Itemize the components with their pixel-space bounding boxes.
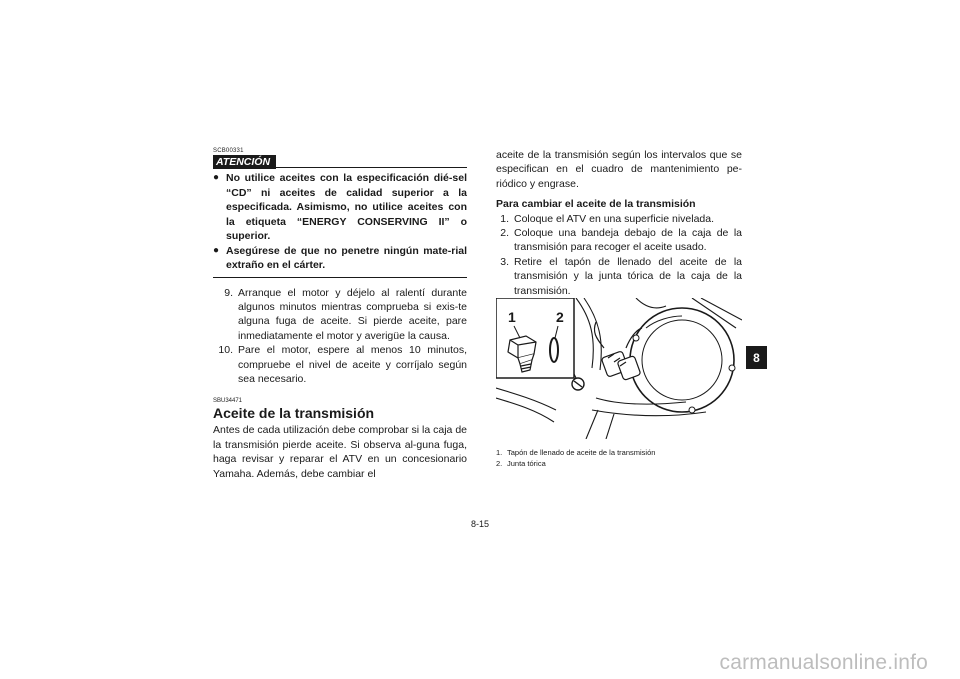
procedure-step — [496, 212, 742, 226]
caption-item — [496, 458, 742, 469]
step-text: Coloque una bandeja debajo de la caja de la transmisión para recoger el aceite usado. — [514, 227, 742, 254]
caution-bullet-text: No utilice aceites con la especificación dié-sel “CD” ni aceites de calidad superior a la especificada. Asimismo, no utilice aceites con la etiqueta “ENERGY CONSERVING II” o superior. — [226, 172, 467, 242]
chapter-tab: 8 — [746, 346, 767, 369]
caption-item — [496, 447, 742, 458]
step-text: Pare el motor, espere al menos 10 minutos, compruebe el nivel de aceite y corríjalo según sea necesario. — [238, 344, 467, 385]
page-number: 8-15 — [470, 519, 489, 529]
step-item — [213, 286, 467, 344]
step-number: 10. — [218, 344, 233, 357]
section-intro-continued: aceite de la transmisión según los intervalos que se especifican en el cuadro de mantenimiento pe-riódico y engrase. — [496, 149, 742, 190]
procedure-title: Para cambiar el aceite de la transmisión — [496, 198, 696, 211]
transmission-figure — [496, 298, 742, 439]
caption-number: 1. — [496, 448, 503, 457]
caption-text: Junta tórica — [507, 459, 546, 468]
section-intro: Antes de cada utilización debe comprobar si la caja de la transmisión pierde aceite. Si observa al-guna fuga, haga revisar y reparar el ATV en un concesionario Yamaha. Además, debe cambiar el — [213, 424, 467, 480]
step-item — [213, 343, 467, 386]
figure-caption — [496, 447, 742, 469]
left-column — [213, 148, 467, 481]
procedure-step — [496, 226, 742, 255]
watermark-text: carmanualsonline.info — [719, 651, 928, 674]
caution-label: ATENCIÓN — [213, 155, 276, 169]
caution-rule — [276, 167, 467, 168]
bullet-dot-icon: ● — [213, 172, 220, 183]
engine-illustration — [496, 298, 742, 439]
section-title: Aceite de la transmisión — [213, 405, 375, 422]
step-number: 1. — [500, 212, 509, 225]
step-text: Retire el tapón de llenado del aceite de la transmisión y la junta tórica de la caja de la transmisión. — [514, 255, 742, 297]
caption-number: 2. — [496, 459, 503, 468]
steps-list — [213, 286, 467, 387]
callout-2-label: 2 — [556, 309, 564, 325]
caption-text: Tapón de llenado de aceite de la transmisión — [507, 448, 656, 457]
procedure-step — [496, 255, 742, 298]
caution-code: SCB00331 — [213, 148, 244, 154]
caution-bullet-2 — [213, 244, 467, 273]
right-column — [496, 148, 742, 298]
step-text: Arranque el motor y déjelo al ralentí durante algunos minutos mientras comprueba si exis-te alguna fuga de aceite. Si pierde aceite, pare inmediatamente el motor y averigüe la causa. — [238, 286, 467, 342]
step-number: 2. — [500, 227, 509, 240]
step-number: 3. — [500, 255, 509, 268]
callout-1-label: 1 — [508, 309, 516, 325]
caution-box — [213, 169, 467, 278]
caution-bullet-1 — [213, 171, 467, 244]
caution-header — [213, 155, 467, 169]
section-code: SBU34471 — [213, 398, 243, 405]
step-text: Coloque el ATV en una superficie nivelada. — [514, 212, 715, 225]
caution-bullet-text: Asegúrese de que no penetre ningún mate-rial extraño en el cárter. — [226, 244, 467, 271]
bullet-dot-icon: ● — [213, 244, 220, 256]
step-number: 9. — [224, 286, 233, 299]
